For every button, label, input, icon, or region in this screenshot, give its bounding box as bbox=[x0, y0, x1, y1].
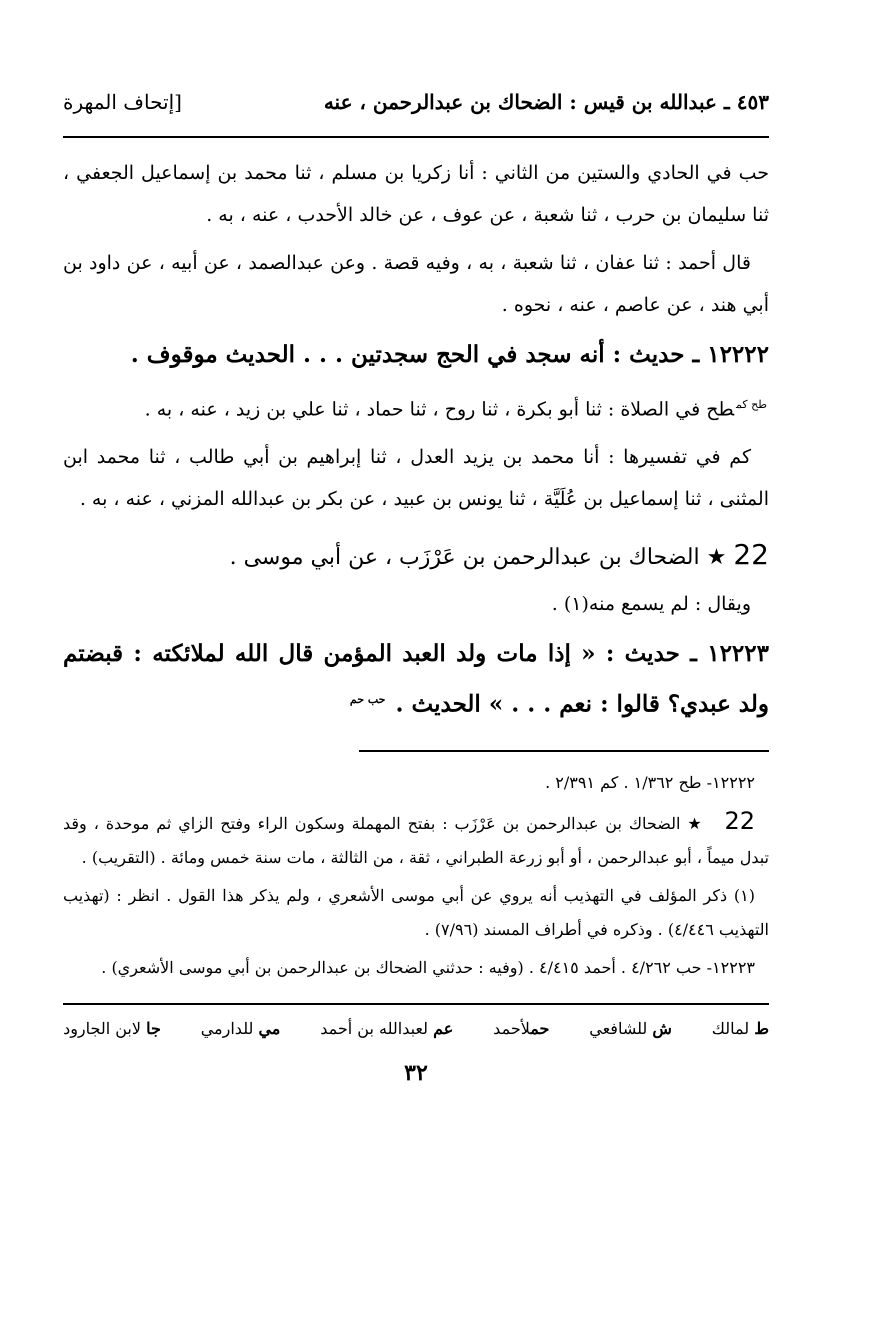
legend-item: ط لمالك bbox=[711, 1018, 769, 1038]
page-number: ٣٢ bbox=[404, 1059, 428, 1086]
header-rule bbox=[63, 136, 769, 138]
legend-item: عم لعبدالله بن أحمد bbox=[320, 1018, 454, 1038]
narrator-name: الضحاك بن عبدالرحمن بن عَرْزَب ، عن أبي موسى . bbox=[229, 545, 700, 571]
hadith-number: ١٢٢٢٢ bbox=[707, 341, 769, 368]
page bbox=[63, 90, 769, 1086]
footnote-12223: ١٢٢٢٣- حب ٤/٢٦٢ . أحمد ٤/٤١٥ . (وفيه : حدثني الضحاك بن عبدالرحمن بن أبي موسى الأشعري) . bbox=[101, 957, 755, 977]
legend-rule bbox=[63, 1003, 769, 1005]
main-text bbox=[63, 152, 769, 728]
header-book-title: [إتحاف المهرة bbox=[63, 90, 182, 114]
narrator-marker: 22 bbox=[724, 806, 755, 835]
paragraph-tahawi-text: طح في الصلاة : ثنا أبو بكرة ، ثنا روح ، ثنا حماد ، ثنا علي بن زيد ، عنه ، به . bbox=[144, 398, 735, 421]
star-icon: ★ bbox=[687, 813, 704, 833]
running-header bbox=[63, 90, 769, 126]
footnote-1: (١) ذكر المؤلف في التهذيب أنه يروي عن أبي موسى الأشعري ، ولم يذكر هذا القول . انظر : (تهذيب التهذيب ٤/٤٤٦) . وذكره في أطراف المسند (٧/٩٦) . bbox=[63, 885, 769, 939]
header-title: ٤٥٣ ـ عبدالله بن قيس : الضحاك بن عبدالرحمن ، عنه bbox=[323, 90, 769, 114]
hadith-text: ـ حديث : « إذا مات ولد العبد المؤمن قال الله لملائكته : قبضتم ولد عبدي؟ قالوا : نعم . . . » الحديث . bbox=[63, 640, 769, 718]
paragraph-tahawi bbox=[63, 384, 769, 430]
narrator-heading bbox=[63, 530, 769, 583]
footnote-rule bbox=[359, 750, 769, 752]
hadith-number: ١٢٢٢٣ bbox=[707, 640, 769, 668]
sigla-legend bbox=[63, 1019, 769, 1038]
legend-item: مي للدارمي bbox=[200, 1018, 281, 1038]
hadith-12222 bbox=[63, 332, 769, 378]
source-sigla: طح كم bbox=[736, 398, 767, 411]
footnote-narrator bbox=[63, 804, 769, 875]
legend-item: ش للشافعي bbox=[589, 1018, 672, 1038]
paragraph-ahmad: قال أحمد : ثنا عفان ، ثنا شعبة ، به ، وفيه قصة . وعن عبدالصمد ، عن أبيه ، عن داود بن أبي هند ، عن عاصم ، عنه ، نحوه . bbox=[63, 252, 769, 316]
star-icon: ★ bbox=[706, 545, 727, 571]
paragraph-hakim: كم في تفسيرها : أنا محمد بن يزيد العدل ، ثنا إبراهيم بن أبي طالب ، ثنا محمد ابن المثنى ، ثنا إسماعيل بن عُلَيَّة ، ثنا يونس بن عبيد ، عن بكر بن عبدالله المزني ، عنه ، به . bbox=[63, 446, 769, 511]
legend-item: جا لابن الجارود bbox=[63, 1018, 161, 1038]
narrator-marker: 22 bbox=[733, 538, 769, 572]
legend-item: حملأحمد bbox=[493, 1018, 550, 1038]
footnotes bbox=[63, 766, 769, 985]
paragraph-hibban: حب في الحادي والستين من الثاني : أنا زكريا بن مسلم ، ثنا محمد بن إسماعيل الجعفي ، ثنا سليمان بن حرب ، ثنا شعبة ، عن عوف ، عن خالد الأحدب ، عنه ، به . bbox=[63, 162, 769, 226]
footnote-narrator-text: الضحاك بن عبدالرحمن بن عَرْزَب : بفتح المهملة وسكون الراء وفتح الزاي ثم موحدة ، وقد تبدل ميماً ، أبو عبدالرحمن ، أو أبو زرعة الطبراني ، ثقة ، من الثالثة ، مات سنة خمس ومائة . (التقريب) . bbox=[63, 813, 769, 867]
footnote-12222: ١٢٢٢٢- طح ١/٣٦٢ . كم ٢/٣٩١ . bbox=[545, 772, 755, 792]
hadith-12223 bbox=[63, 631, 769, 728]
hadith-text: ـ حديث : أنه سجد في الحج سجدتين . . . الحديث موقوف . bbox=[130, 341, 700, 368]
source-sigla: حب حم bbox=[349, 693, 386, 707]
narrator-note: ويقال : لم يسمع منه(١) . bbox=[551, 593, 751, 616]
